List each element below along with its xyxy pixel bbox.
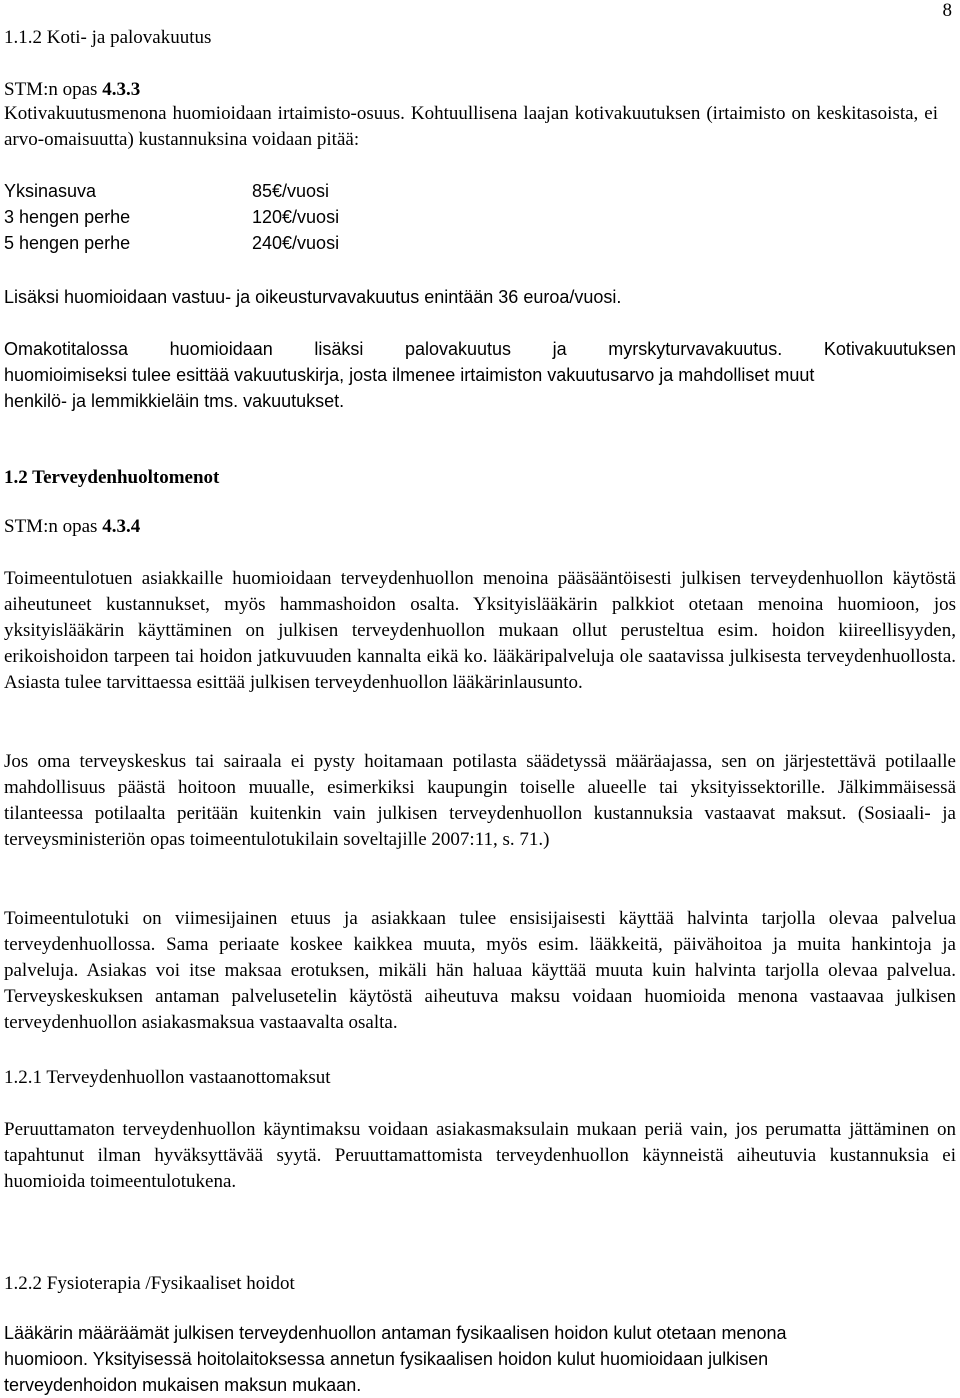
section-heading-1-2: 1.2 Terveydenhuoltomenot — [4, 467, 220, 488]
paragraph-line: terveydenhoidon mukaisen maksun mukaan. — [4, 1375, 362, 1395]
rate-value: 240€/vuosi — [252, 233, 340, 253]
paragraph-line: Omakotitalossa huomioidaan lisäksi palovakuutus ja myrskyturvavakuutus. Kotivakuutuksen — [4, 339, 956, 359]
paragraph-line: huomioimiseksi tulee esittää vakuutuskirja, josta ilmenee irtaimiston vakuutusarvo ja mahdolliset muut — [4, 365, 815, 385]
page-number: 8 — [942, 0, 952, 21]
liability-insurance-note: Lisäksi huomioidaan vastuu- ja oikeusturvavakuutus enintään 36 euroa/vuosi. — [4, 287, 622, 307]
guide-reference — [4, 514, 140, 540]
health-costs-paragraph: Toimeentulotuen asiakkaille huomioidaan terveydenhuollon menoina pääsääntöisesti julkisen terveydenhuollon käytöstä aiheutuneet kustannukset, myös hammashoidon osalta. Yksityislääkärin palkkiot otetaan menoina huomioon, jos yksityislääkärin käyttäminen on julkisen terveydenhuollon mukaan ollut perusteltua esim. hoidon kiireellisyyden, erikoishoidon tarpeen tai hoidon jatkuvuuden kannalta eikä ko. lääkäripalveluja ole saatavissa julkisesta terveydenhuollosta. Asiasta tulee tarvittaessa esittää julkisen terveydenhuollon lääkärinlausunto. — [4, 568, 956, 693]
care-guarantee-paragraph: Jos oma terveyskeskus tai sairaala ei pysty hoitamaan potilasta säädetyssä määräajassa, sen on järjestettävä potilaalle mahdollisuus päästä hoitoon muualle, esimerkiksi kaupungin toiselle alueelle tai yksityissektorille. Jälkimmäisessä tilanteessa potilaalta peritään kuitenkin vain julkisen terveydenhuollon kustannuksia vastaavat maksut. (Sosiaali- ja terveysministeriön opas toimeentulotukilain soveltajille 2007:11, s. 71.) — [4, 751, 956, 850]
guide-reference — [4, 77, 140, 103]
detached-house-paragraph — [4, 336, 956, 414]
insurance-rate-table — [4, 178, 504, 258]
section-heading-1-1-2: 1.1.2 Koti- ja palovakuutus — [4, 27, 212, 48]
rate-label: Yksinasuva — [4, 181, 97, 201]
rate-label: 3 hengen perhe — [4, 207, 131, 227]
rate-label: 5 hengen perhe — [4, 233, 131, 253]
home-insurance-intro: Kotivakuutusmenona huomioidaan irtaimisto-osuus. Kohtuullisena laajan kotivakuutuksen (irtaimisto on keskitasoista, ei arvo-omaisuutta) kustannuksina voidaan pitää: — [4, 103, 938, 150]
physiotherapy-paragraph — [4, 1320, 956, 1398]
guide-reference-number: 4.3.3 — [102, 79, 141, 100]
rate-value: 85€/vuosi — [252, 181, 330, 201]
guide-reference-prefix: STM:n opas — [4, 516, 103, 537]
paragraph-line: Lääkärin määräämät julkisen terveydenhuollon antaman fysikaalisen hoidon kulut otetaan menona — [4, 1323, 787, 1343]
section-heading-1-2-1: 1.2.1 Terveydenhuollon vastaanottomaksut — [4, 1067, 331, 1088]
guide-reference-prefix: STM:n opas — [4, 79, 103, 100]
guide-reference-number: 4.3.4 — [102, 516, 141, 537]
appointment-fee-paragraph: Peruuttamaton terveydenhuollon käyntimaksu voidaan asiakasmaksulain mukaan periä vain, jos perumatta jättäminen on tapahtunut ilman hyväksyttävää syytä. Peruuttamattomista terveydenhuollon käynneistä aiheutuvia kustannuksia ei huomioida toimeentulotukena. — [4, 1119, 956, 1192]
section-heading-1-2-2: 1.2.2 Fysioterapia /Fysikaaliset hoidot — [4, 1273, 295, 1294]
cheapest-service-paragraph: Toimeentulotuki on viimesijainen etuus ja asiakkaan tulee ensisijaisesti käyttää halvinta tarjolla olevaa palvelua terveydenhuollossa. Sama periaate koskee kaikkea muuta, myös esim. lääkkeitä, päivähoitoa ja muita hankintoja ja palveluja. Asiakas voi itse maksaa erotuksen, mikäli hän haluaa käyttää muuta kuin halvinta tarjolla olevaa palvelua. Terveyskeskuksen antaman palvelusetelin käytöstä aiheutuva maksu voidaan huomioida menona vastaavaa julkisen terveydenhuollon asiakasmaksua vastaavalta osalta. — [4, 908, 956, 1033]
rate-value: 120€/vuosi — [252, 207, 340, 227]
paragraph-line: henkilö- ja lemmikkieläin tms. vakuutukset. — [4, 391, 345, 411]
paragraph-line: huomioon. Yksityisessä hoitolaitoksessa annetun fysikaalisen hoidon kulut huomioidaan julkisen — [4, 1349, 769, 1369]
